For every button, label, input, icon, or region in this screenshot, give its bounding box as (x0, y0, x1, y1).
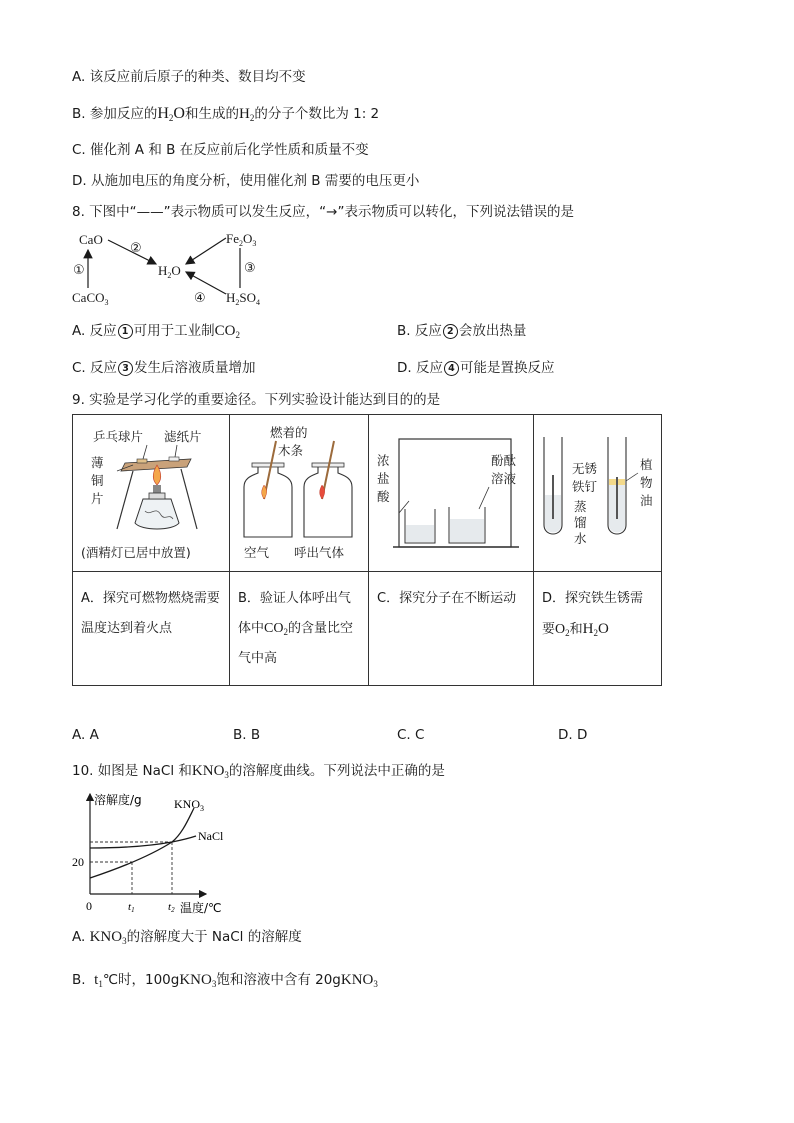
q10-option-a: A. $KNO_3$的溶解度大于 NaCl 的溶解度 (72, 929, 302, 946)
svg-text:木条: 木条 (278, 443, 304, 458)
desc-b: B．验证人体呼出气体中$CO_2$的含量比空气中高 (238, 591, 353, 666)
origin-label: 0 (86, 899, 92, 913)
svg-text:盐: 盐 (377, 471, 390, 486)
fig-a-burner-apparatus (73, 415, 229, 571)
x-tick-t1: t1 (128, 901, 135, 914)
reaction-1-marker: ① (73, 263, 85, 278)
q8-option-c: C. 反应 3 发生后溶液质量增加 (72, 360, 256, 376)
fig-c-cell (369, 415, 534, 572)
desc-c: C．探究分子在不断运动 (377, 591, 517, 606)
experiment-table (72, 414, 662, 686)
desc-a: A．探究可燃物燃烧需要温度达到着火点 (81, 591, 220, 636)
desc-b-cell (230, 572, 369, 686)
x-tick-t2: t2 (168, 901, 175, 914)
solubility-chart (70, 786, 240, 916)
svg-text:(酒精灯已居中放置): (酒精灯已居中放置) (81, 545, 191, 560)
q7-h2o-formula: $H_2O$ (157, 105, 185, 123)
svg-text:物: 物 (640, 475, 653, 490)
svg-text:乒乓球片: 乒乓球片 (93, 429, 144, 444)
q7-option-b-prefix: B. 参加反应的 (72, 106, 158, 122)
svg-text:蒸: 蒸 (574, 499, 587, 514)
q9-stem: 9. 实验是学习化学的重要途径。下列实验设计能达到目的的是 (72, 392, 441, 408)
circled-3-icon: 3 (118, 361, 133, 376)
svg-text:油: 油 (640, 493, 653, 508)
q8-option-b: B. 反应 2 会放出热量 (397, 323, 527, 339)
svg-text:燃着的: 燃着的 (270, 425, 308, 440)
arrow-h2so4-to-h2o (186, 272, 226, 294)
y-axis-label: 溶解度/g (94, 793, 142, 807)
svg-text:馏: 馏 (574, 515, 587, 530)
q9-answer-c: C. C (397, 727, 425, 743)
svg-text:酚酞: 酚酞 (491, 453, 517, 468)
circled-4-icon: 4 (444, 361, 459, 376)
y-tick-20: 20 (72, 855, 84, 869)
q7-h2-formula: $H_2$ (238, 106, 255, 123)
fig-d-test-tubes-apparatus (534, 415, 662, 571)
svg-text:浓: 浓 (377, 453, 390, 468)
series-kno3-curve (90, 808, 194, 878)
svg-text:滤纸片: 滤纸片 (164, 429, 202, 444)
h2so4-label: $H_2SO_4$ (226, 290, 261, 307)
desc-c-cell (369, 572, 534, 686)
svg-text:片: 片 (91, 491, 104, 506)
x-axis-label: 温度/℃ (180, 901, 222, 915)
q7-option-d: D. 从施加电压的角度分析，使用催化剂 B 需要的电压更小 (72, 173, 420, 189)
svg-text:酸: 酸 (377, 489, 390, 504)
fig-d-cell (534, 415, 662, 572)
q9-answer-a: A. A (72, 727, 99, 743)
svg-text:无锈: 无锈 (572, 461, 598, 476)
fe2o3-label: $Fe_2O_3$ (226, 231, 257, 248)
cao-label: CaO (79, 232, 103, 247)
q10-option-b: B. $t_1℃$时，100gKNO$_3$饱和溶液中含有 20gKNO$_3$ (72, 972, 378, 989)
svg-text:空气: 空气 (244, 545, 270, 560)
q8-stem: 8. 下图中“——”表示物质可以发生反应，“→”表示物质可以转化，下列说法错误的是 (72, 204, 574, 220)
fig-b-bottles-apparatus (230, 415, 368, 571)
svg-text:呼出气体: 呼出气体 (294, 545, 345, 560)
q10-stem: 10. 如图是 NaCl 和$KNO_3$的溶解度曲线。下列说法中正确的是 (72, 763, 445, 780)
circled-2-icon: 2 (443, 324, 458, 339)
q8-option-d: D. 反应 4 可能是置换反应 (397, 360, 555, 376)
kno3-series-label: $KNO_3$ (174, 797, 204, 813)
reaction-4-marker: ④ (194, 291, 206, 306)
q7-option-b (72, 105, 379, 123)
svg-text:薄: 薄 (91, 455, 104, 470)
q9-answer-d: D. D (558, 727, 588, 743)
fig-b-cell (230, 415, 369, 572)
h2o-label: $H_2O$ (158, 263, 181, 280)
q9-answer-b: B. B (233, 727, 261, 743)
q8-option-a: A. 反应 1 可用于工业制$CO_2$ (72, 323, 240, 340)
caco3-label: CaCO$_3$ (72, 290, 109, 307)
q7-option-b-mid: 和生成的 (184, 106, 239, 122)
q7-option-c: C. 催化剂 A 和 B 在反应前后化学性质和质量不变 (72, 142, 369, 158)
q7-option-b-suffix: 的分子个数比为 1: 2 (254, 106, 380, 122)
svg-text:溶液: 溶液 (491, 471, 517, 486)
reaction-2-marker: ② (130, 241, 142, 256)
circled-1-icon: 1 (118, 324, 133, 339)
fig-c-beakers-apparatus (369, 415, 533, 571)
q8-reaction-diagram (68, 226, 308, 310)
svg-text:水: 水 (574, 531, 587, 546)
arrow-fe2o3-to-h2o (186, 238, 226, 264)
desc-a-cell (73, 572, 230, 686)
reaction-3-marker: ③ (244, 261, 256, 276)
svg-text:植: 植 (640, 457, 653, 472)
desc-d-cell (534, 572, 662, 686)
svg-text:铁钉: 铁钉 (572, 479, 598, 494)
svg-text:铜: 铜 (91, 473, 104, 488)
q7-option-a: A. 该反应前后原子的种类、数目均不变 (72, 69, 306, 85)
desc-d: D．探究铁生锈需要$O_2$和$H_2O$ (542, 591, 644, 638)
nacl-series-label: NaCl (198, 829, 224, 843)
fig-a-cell (73, 415, 230, 572)
